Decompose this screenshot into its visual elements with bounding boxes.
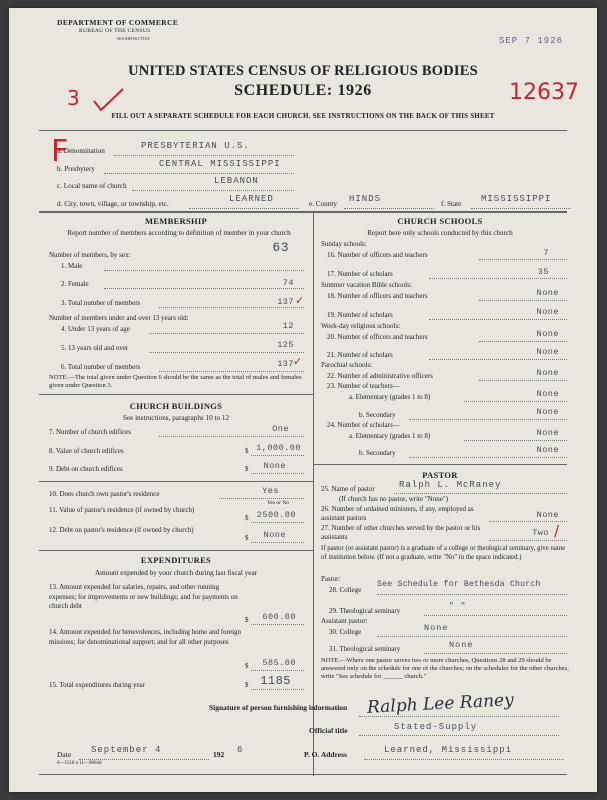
q1-value: 63 [272, 240, 289, 255]
state-label: f. State [441, 200, 462, 208]
sunday-label: Sunday schools: [321, 240, 367, 248]
presbytery-field[interactable] [104, 173, 294, 174]
q20-value: None [536, 329, 559, 339]
q21-value: None [536, 347, 559, 357]
q14-value: 585.00 [262, 658, 296, 668]
q5-value: 125 [277, 340, 294, 350]
po-address-label: P. O. Address [304, 750, 347, 759]
q25-field[interactable] [394, 493, 567, 494]
q17-value: 35 [537, 267, 549, 277]
q23-label: 23. Number of teachers— [327, 382, 400, 390]
q24a-value: None [536, 428, 559, 438]
q31-field[interactable] [424, 653, 567, 654]
q25-label: 25. Name of pastor [321, 485, 375, 493]
table-bottom-rule [39, 774, 567, 775]
q23a-label: a. Elementary (grades 1 to 8) [349, 393, 431, 401]
presbytery-value: CENTRAL MISSISSIPPI [159, 159, 281, 169]
q2-label: 2. Female [61, 280, 89, 288]
expenditures-sub: Amount expended by your church during last fiscal year [94, 569, 258, 577]
q9-dollar: $ [245, 465, 249, 473]
buildings-mid-rule [39, 481, 313, 482]
q18-field[interactable] [479, 300, 567, 301]
q15-dollar: $ [245, 681, 249, 689]
bureau-label: BUREAU OF THE CENSUS [79, 28, 151, 34]
po-address-field[interactable] [364, 759, 564, 760]
q28-field[interactable] [377, 594, 567, 595]
q8-field[interactable] [251, 455, 304, 456]
q11-dollar: $ [245, 514, 249, 522]
membership-note: NOTE.—The total given under Question 6 should be the same as the total of males and females given under Question 3. [49, 374, 302, 389]
pastor-sub-label: Pastor: [321, 575, 341, 583]
q24b-label: b. Secondary [359, 449, 396, 457]
q3-check-icon: ✓ [295, 294, 305, 307]
q24b-field[interactable] [409, 457, 567, 458]
membership-heading: MEMBERSHIP [144, 216, 208, 226]
q31-value: None [449, 640, 474, 650]
q23b-field[interactable] [409, 419, 567, 420]
official-title-value: Stated-Supply [394, 722, 478, 732]
q19-value: None [536, 307, 559, 317]
q29-value: " " [449, 602, 467, 611]
q24a-label: a. Elementary (grades 1 to 8) [349, 432, 431, 440]
asst-pastor-label: Assistant pastor: [321, 617, 368, 625]
q14-dollar: $ [245, 662, 249, 670]
denomination-field[interactable] [114, 155, 294, 156]
q14-label: 14. Amount expended for benevolences, including home and foreign missions; for denominational support; and for all other purposes [49, 628, 242, 646]
q6-field[interactable] [159, 371, 304, 372]
q24a-field[interactable] [464, 440, 567, 441]
q13-field[interactable] [251, 624, 304, 625]
q18-value: None [536, 288, 559, 298]
q9-label: 9. Debt on church edifices [49, 465, 123, 473]
print-code: 6—5518 a 11—9064d [57, 761, 102, 766]
q8-dollar: $ [245, 447, 249, 455]
state-value: MISSISSIPPI [481, 194, 552, 204]
q19-field[interactable] [429, 319, 567, 320]
q30-value: None [424, 623, 449, 633]
header-divider [39, 130, 567, 131]
q11-label: 11. Value of pastor's residence (if owned by church) [49, 506, 195, 514]
local-name-field[interactable] [132, 190, 294, 191]
red-annotation-3: 3 [67, 86, 80, 110]
department-label: DEPARTMENT OF COMMERCE [57, 18, 179, 27]
q3-value: 137 [277, 297, 294, 307]
q16-label: 16. Number of officers and teachers [327, 251, 428, 259]
q7-label: 7. Number of church edifices [49, 428, 131, 436]
city-label: WASHINGTON [117, 36, 150, 41]
q4-field[interactable] [149, 333, 304, 334]
schools-heading: CHURCH SCHOOLS [397, 216, 483, 226]
q27-label: 27. Number of other churches served by the pastor or his assistants [321, 524, 481, 541]
q5-field[interactable] [149, 352, 304, 353]
q14-field[interactable] [251, 670, 304, 671]
q10-label: 10. Does church own pastor's residence [49, 490, 160, 498]
column-divider [313, 211, 314, 776]
q23a-value: None [536, 389, 559, 399]
q3-field[interactable] [159, 307, 304, 308]
pastor-note: NOTE.—Where one pastor serves two or more churches, Questions 28 and 29 should be answered only on the schedule for one of the churches; on the schedules for the other churches, write "See schedule for ______ church." [321, 657, 569, 680]
county-label: e. County [309, 200, 337, 208]
expenditures-heading: EXPENDITURES [140, 555, 212, 565]
q9-field[interactable] [251, 473, 304, 474]
q2-value: 74 [282, 278, 294, 288]
q28-label: 28. College [329, 586, 362, 594]
q11-value: 2500.00 [256, 510, 296, 520]
q25-note: (If church has no pastor, write "None") [339, 495, 449, 503]
year-prefix: 192 [213, 750, 225, 759]
city-town-label: d. City, town, village, or township, etc. [57, 200, 169, 208]
q7-field[interactable] [159, 436, 304, 437]
date-value: September 4 [91, 745, 162, 755]
q30-label: 30. College [329, 628, 362, 636]
q8-value: 1,000.00 [256, 443, 301, 453]
members-by-sex-label: Number of members, by sex: [49, 251, 131, 259]
schools-bottom-rule [313, 464, 567, 465]
q12-dollar: $ [245, 534, 249, 542]
q15-value: 1185 [260, 674, 291, 688]
po-address-value: Learned, Mississippi [384, 745, 513, 755]
form-title: UNITED STATES CENSUS OF RELIGIOUS BODIES [128, 63, 478, 79]
q7-value: One [272, 424, 289, 434]
buildings-sub: See instructions, paragraphs 10 to 12 [122, 414, 230, 422]
signature-value: Ralph Lee Raney [366, 690, 515, 718]
q21-field[interactable] [429, 359, 567, 360]
q20-label: 20. Number of officers and teachers [327, 333, 428, 341]
q6-value: 137 [277, 359, 294, 369]
state-field[interactable] [471, 208, 571, 209]
q25-value: Ralph L. McRaney [399, 480, 502, 490]
pastor-heading: PASTOR [422, 470, 458, 480]
q6-check-icon: ✓ [293, 355, 303, 368]
red-schedule-number: 12637 [509, 80, 579, 105]
q1-label: 1. Male [61, 262, 83, 270]
age-intro-label: Number of members under and over 13 years old: [49, 314, 189, 322]
schedule-title: SCHEDULE: 1926 [234, 82, 372, 99]
q15-label: 15. Total expenditures during year [49, 681, 145, 689]
q3-label: 3. Total number of members [61, 299, 141, 307]
q12-field[interactable] [251, 542, 304, 543]
red-margin-mark: F [51, 134, 69, 169]
q6-label: 6. Total number of members [61, 363, 141, 371]
q20-field[interactable] [479, 341, 567, 342]
q24-label: 24. Number of scholars— [327, 421, 400, 429]
q27-field[interactable] [489, 540, 567, 541]
q31-label: 31. Theological seminary [329, 645, 401, 653]
presbytery-label: b. Presbytery [57, 165, 95, 173]
q2-field[interactable] [104, 288, 304, 289]
received-stamp: SEP 7 1926 [499, 36, 564, 46]
q10-hint: Yes or No [267, 500, 290, 506]
q15-field[interactable] [251, 689, 304, 690]
q17-label: 17. Number of scholars [327, 270, 393, 278]
q8-label: 8. Value of church edifices [49, 447, 124, 455]
q22-field[interactable] [479, 380, 567, 381]
q10-field[interactable] [219, 498, 304, 499]
q18-label: 18. Number of officers and teachers [327, 292, 428, 300]
county-field[interactable] [344, 208, 434, 209]
q16-field[interactable] [479, 259, 567, 260]
q13-label: 13. Amount expended for salaries, repairs, and other running expenses; for improvements or new buildings; and for payments on church debt [49, 583, 238, 610]
q29-label: 29. Theological seminary [329, 607, 401, 615]
q13-dollar: $ [245, 616, 249, 624]
year-suffix: 6 [237, 745, 244, 755]
table-top-rule [39, 211, 567, 213]
denomination-label: a. Denomination [57, 147, 105, 155]
q29-field[interactable] [424, 615, 567, 616]
graduate-note: If pastor (or assistant pastor) is a graduate of a college or theological seminary, give name of institution below. (If not a graduate, write "No" in the space indicated.) [321, 545, 566, 561]
red-check-mark [89, 86, 129, 116]
date-field[interactable] [79, 759, 209, 760]
q24b-value: None [536, 445, 559, 455]
q4-value: 12 [282, 321, 294, 331]
q13-value: 600.00 [262, 612, 296, 622]
instruction-line: FILL OUT A SEPARATE SCHEDULE FOR EACH CHURCH. SEE INSTRUCTIONS ON THE BACK OF THIS SHEET [111, 112, 495, 120]
q23b-label: b. Secondary [359, 411, 396, 419]
q21-label: 21. Number of scholars [327, 351, 393, 359]
date-label: Date [57, 750, 72, 759]
q27-red-mark: / [554, 522, 560, 540]
census-schedule-sheet [9, 8, 597, 792]
denomination-value: PRESBYTERIAN U.S. [141, 141, 250, 151]
q23a-field[interactable] [464, 401, 567, 402]
q1-field[interactable] [104, 270, 304, 271]
q10-value: Yes [262, 486, 279, 496]
county-value: HINDS [349, 194, 382, 204]
q5-label: 5. 13 years old and over [61, 344, 129, 352]
q4-label: 4. Under 13 years of age [61, 325, 130, 333]
q9-value: None [263, 461, 286, 471]
q30-field[interactable] [377, 636, 567, 637]
buildings-bottom-rule [39, 550, 313, 551]
q12-label: 12. Debt on pastor's residence (if owned by church) [49, 526, 194, 534]
local-name-value: LEBANON [214, 176, 259, 186]
q28-value: See Schedule for Bethesda Church [377, 580, 541, 589]
q11-field[interactable] [251, 522, 304, 523]
buildings-heading: CHURCH BUILDINGS [129, 401, 223, 411]
parochial-label: Parochial schools: [321, 361, 373, 369]
q26-label: 26. Number of ordained ministers, if any, employed as assistant pastors [321, 505, 474, 522]
q12-value: None [263, 530, 286, 540]
city-field[interactable] [189, 208, 299, 209]
city-value: LEARNED [229, 194, 274, 204]
q26-value: None [536, 510, 559, 520]
signature-label: Signature of person furnishing information [209, 703, 348, 712]
membership-intro: Report number of members according to definition of member in your church [67, 229, 291, 237]
q17-field[interactable] [429, 278, 567, 279]
q22-value: None [536, 368, 559, 378]
q27-value: Two [532, 528, 549, 538]
q23b-value: None [536, 407, 559, 417]
local-name-label: c. Local name of church [57, 182, 127, 190]
summer-label: Summer vacation Bible schools: [321, 281, 412, 289]
official-title-label: Official title [309, 726, 348, 735]
q22-label: 22. Number of administrative officers [327, 372, 433, 380]
q16-value: 7 [543, 248, 549, 258]
schools-intro: Report here only schools conducted by this church [367, 229, 513, 237]
official-title-field[interactable] [359, 735, 559, 736]
membership-bottom-rule [39, 394, 313, 395]
q19-label: 19. Number of scholars [327, 311, 393, 319]
weekday-label: Week-day religious schools: [321, 322, 401, 330]
